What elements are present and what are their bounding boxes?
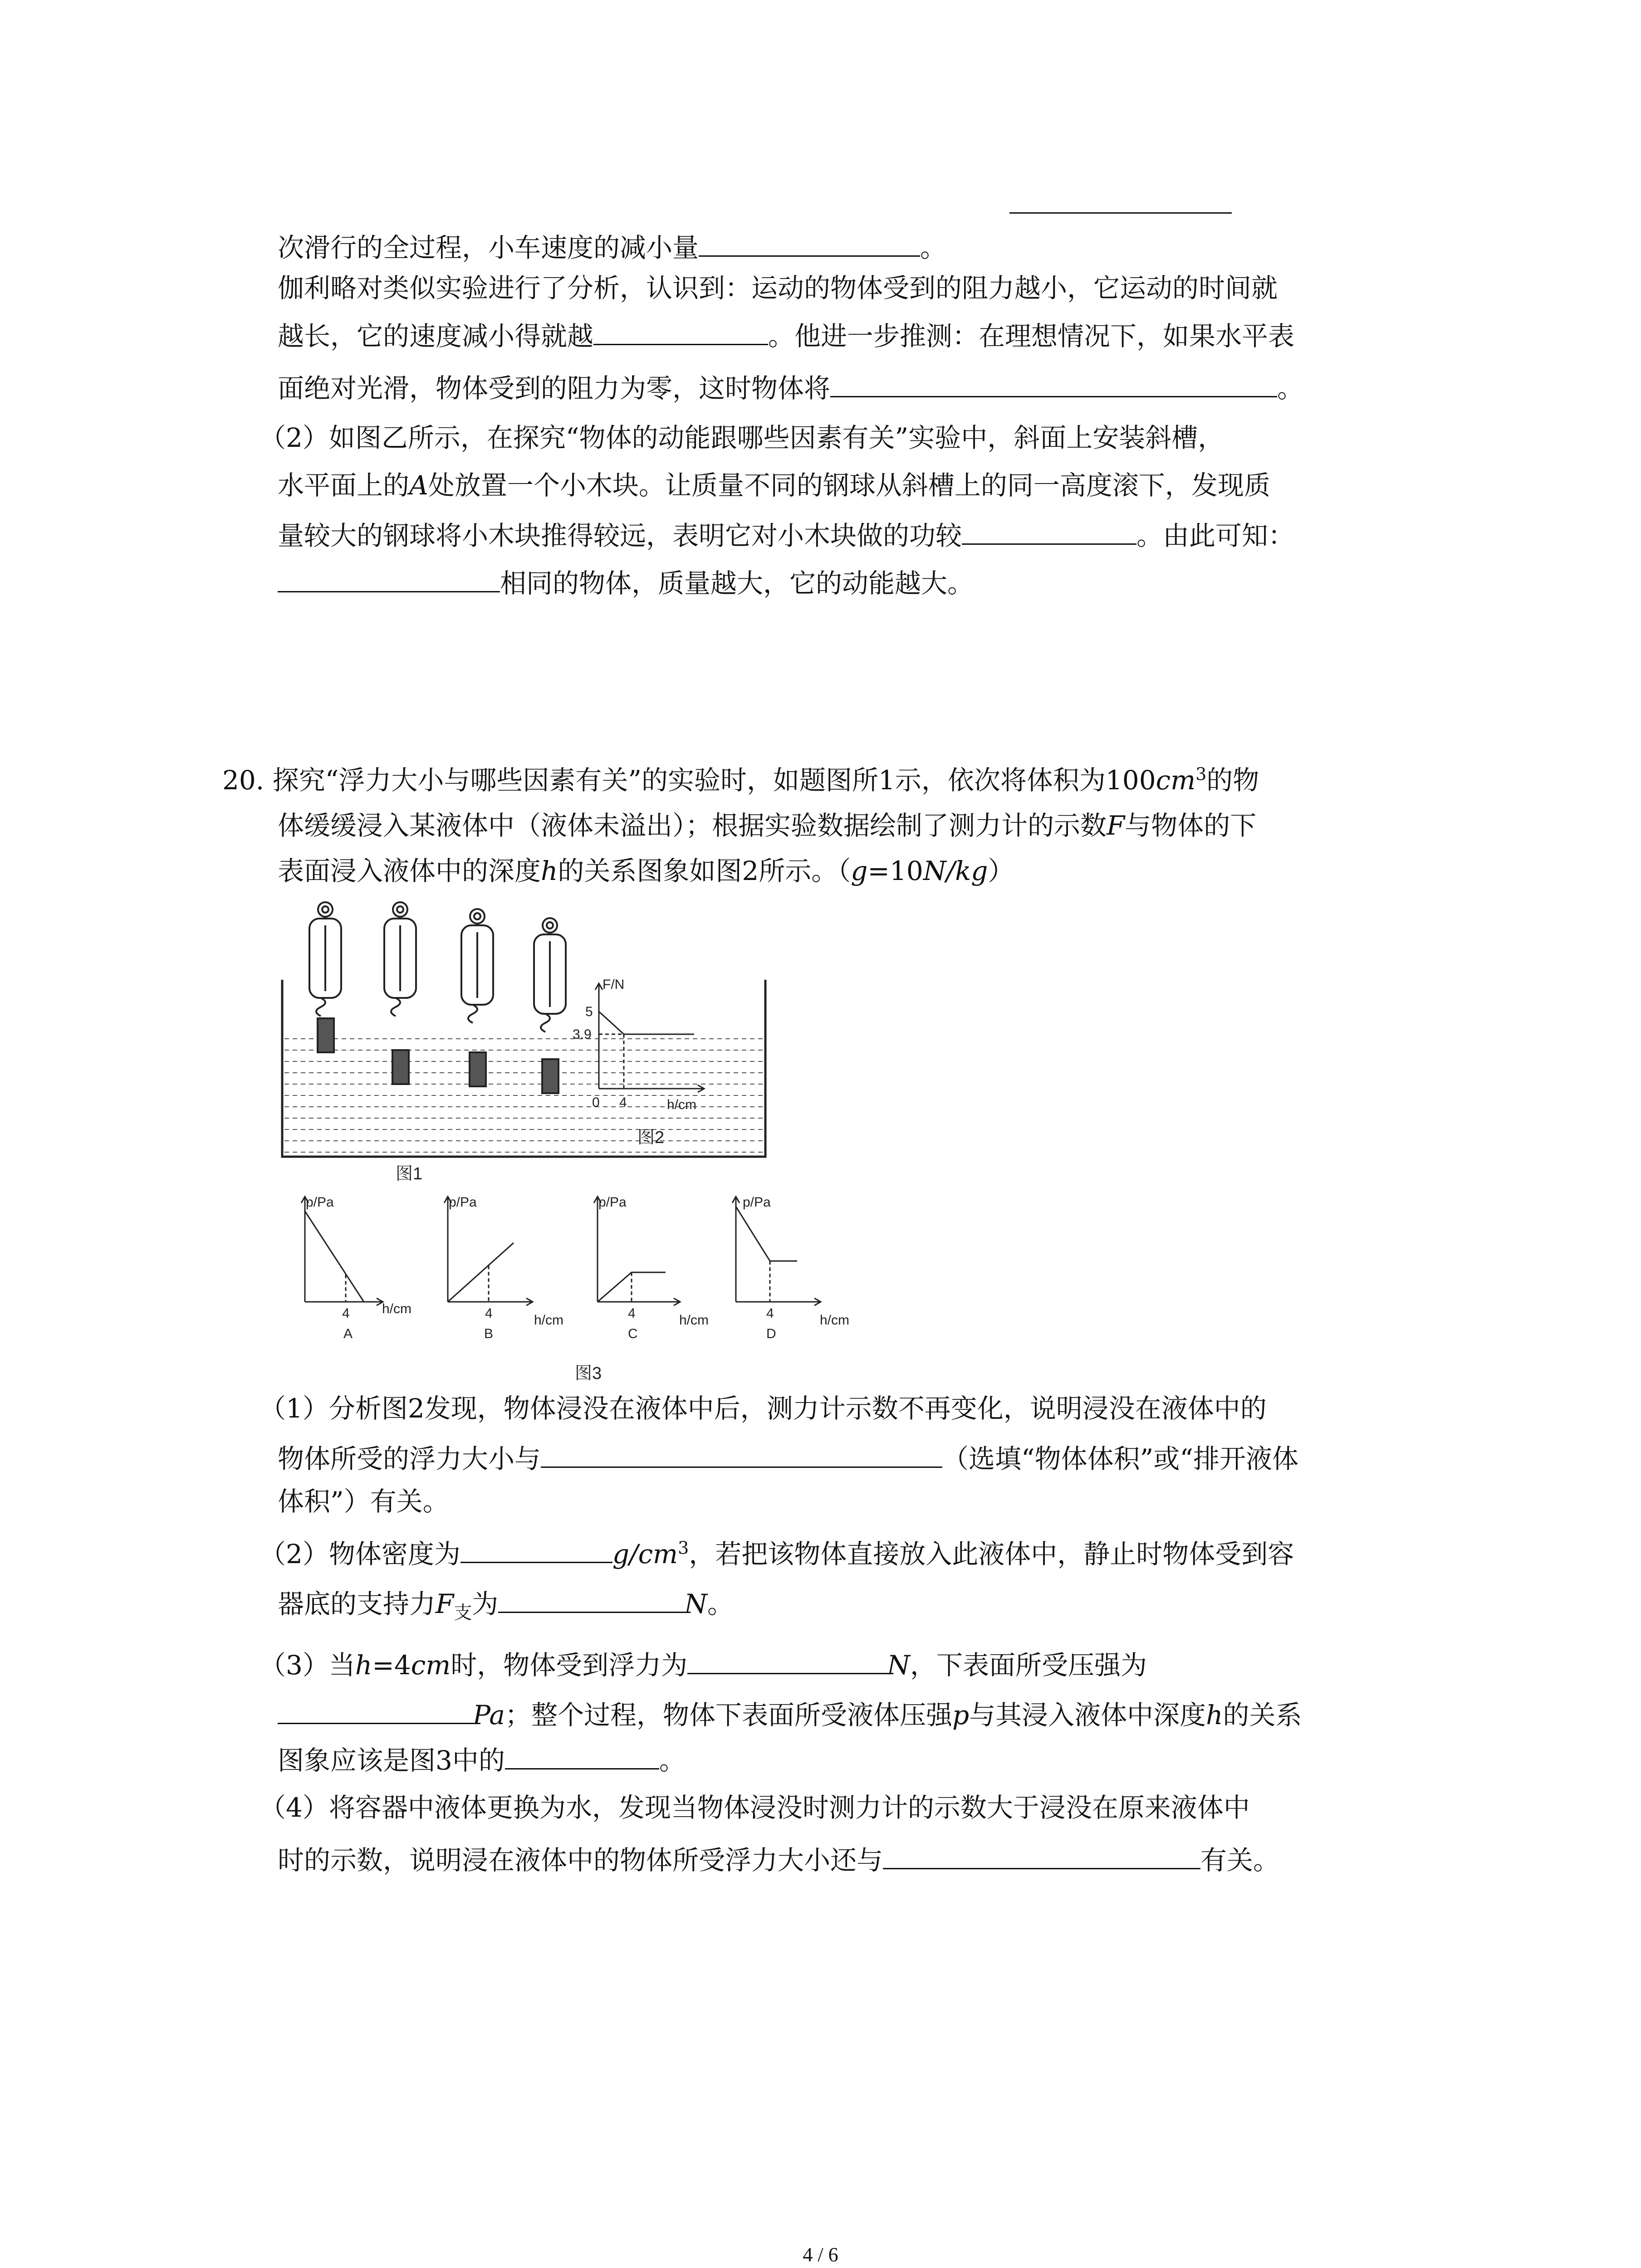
q20-line-3: 表面浸入液体中的深度h的关系图象如图2所示。（g=10N/kg） [278,855,1014,886]
svg-text:D: D [766,1326,776,1341]
svg-text:C: C [628,1326,638,1341]
q19-part2-line-4: 相同的物体，质量越大，它的动能越大。 [278,565,974,601]
q20-s4-line-1: （4）将容器中液体更换为水，发现当物体浸没时测力计的示数大于浸没在原来液体中 [260,1792,1250,1823]
blank[interactable] [505,1742,659,1769]
graph-B [444,1197,533,1305]
blank[interactable] [830,370,1277,397]
q20-s4-line-2: 时的示数，说明浸在液体中的物体所受浮力大小还与 有关。 [278,1842,1279,1878]
q20-s2-line-2: 器底的支持力$F_支$为 N。 [278,1585,734,1622]
svg-text:4: 4 [342,1306,350,1321]
q20-line-1: 20. 探究“浮力大小与哪些因素有关”的实验时，如题图所1示，依次将体积为$100cm^3$的物 [222,764,1259,796]
spring-scale [309,902,341,1052]
blank[interactable] [278,565,500,592]
q19-line-2: 伽利略对类似实验进行了分析，认识到：运动的物体受到的阻力越小，它运动的时间就 [278,273,1278,303]
svg-text:A: A [343,1326,353,1341]
q20-s1-line-1: （1）分析图2发现，物体浸没在液体中后，测力计示数不再变化，说明浸没在液体中的 [260,1393,1267,1424]
q20-s3-line-3: 图象应该是图3中的 。 [278,1742,686,1779]
svg-text:4: 4 [619,1095,627,1110]
blank[interactable] [460,1535,612,1563]
figure-2-caption: 图2 [637,1128,665,1147]
q19-line-3: 越长，它的速度减小得就越 。他进一步推测：在理想情况下，如果水平表 [278,318,1294,354]
q20-s1-line-2: 物体所受的浮力大小与 （选填“物体体积”或“排开液体 [278,1440,1298,1477]
svg-text:h/cm: h/cm [679,1313,709,1328]
blank[interactable] [687,1647,887,1674]
q19-line-1: 次滑行的全过程，小车速度的减小量 。 [278,229,946,266]
q20-s3-line-2: Pa；整个过程，物体下表面所受液体压强p与其浸入液体中深度h的关系 [278,1696,1302,1733]
figure-3-caption: 图3 [575,1364,602,1383]
q20-s2-line-1: （2）物体密度为 $g/cm^3$，若把该物体直接放入此液体中，静止时物体受到容 [260,1535,1294,1572]
svg-text:0: 0 [592,1095,600,1110]
blank[interactable] [541,1440,942,1468]
blank[interactable] [962,517,1136,545]
blank[interactable] [883,1842,1200,1869]
page-number: 4 / 6 [803,2244,838,2266]
figure-2-graph [549,975,721,1152]
graph-C [594,1197,680,1305]
q20-line-2: 体缓缓浸入某液体中（液体未溢出）；根据实验数据绘制了测力计的示数F与物体的下 [278,810,1257,841]
blank[interactable] [593,318,768,345]
figure-3-graphs [278,1188,867,1388]
q20-s3-line-1: （3）当h=4cm时，物体受到浮力为 N，下表面所受压强为 [260,1647,1147,1683]
svg-text:F/N: F/N [603,977,625,992]
blank[interactable] [498,1585,684,1613]
svg-text:4: 4 [766,1306,774,1321]
graph-A [301,1197,383,1305]
blank[interactable] [278,1696,473,1724]
svg-text:p/Pa: p/Pa [598,1195,627,1210]
svg-text:h/cm: h/cm [382,1301,412,1316]
svg-text:4: 4 [628,1306,636,1321]
q19-part2-line-3: 量较大的钢球将小木块推得较远，表明它对小木块做的功较 。由此可知： [278,517,1294,554]
q19-line-4: 面绝对光滑，物体受到的阻力为零，这时物体将 。 [278,370,1303,406]
top-rule [1009,212,1232,214]
q19-part2-line-1: （2）如图乙所示，在探究“物体的动能跟哪些因素有关”实验中，斜面上安装斜槽， [260,422,1225,453]
svg-text:h/cm: h/cm [820,1313,850,1328]
svg-text:3.9: 3.9 [573,1027,592,1042]
svg-text:p/Pa: p/Pa [306,1195,334,1210]
svg-text:h/cm: h/cm [534,1313,564,1328]
q20-s1-line-3: 体积”）有关。 [278,1486,449,1517]
graph-D [732,1197,821,1305]
svg-text:B: B [484,1326,494,1341]
question-number: 20. [222,765,265,796]
svg-text:p/Pa: p/Pa [743,1195,771,1210]
figure-1-caption: 图1 [396,1164,423,1183]
svg-text:p/Pa: p/Pa [449,1195,477,1210]
blank[interactable] [699,229,920,257]
figure-1-beaker [278,900,813,1186]
svg-text:h/cm: h/cm [667,1097,697,1112]
svg-text:5: 5 [585,1004,593,1019]
svg-text:4: 4 [485,1306,493,1321]
q19-part2-line-2: 水平面上的A处放置一个小木块。让质量不同的钢球从斜槽上的同一高度滚下，发现质 [278,470,1270,501]
